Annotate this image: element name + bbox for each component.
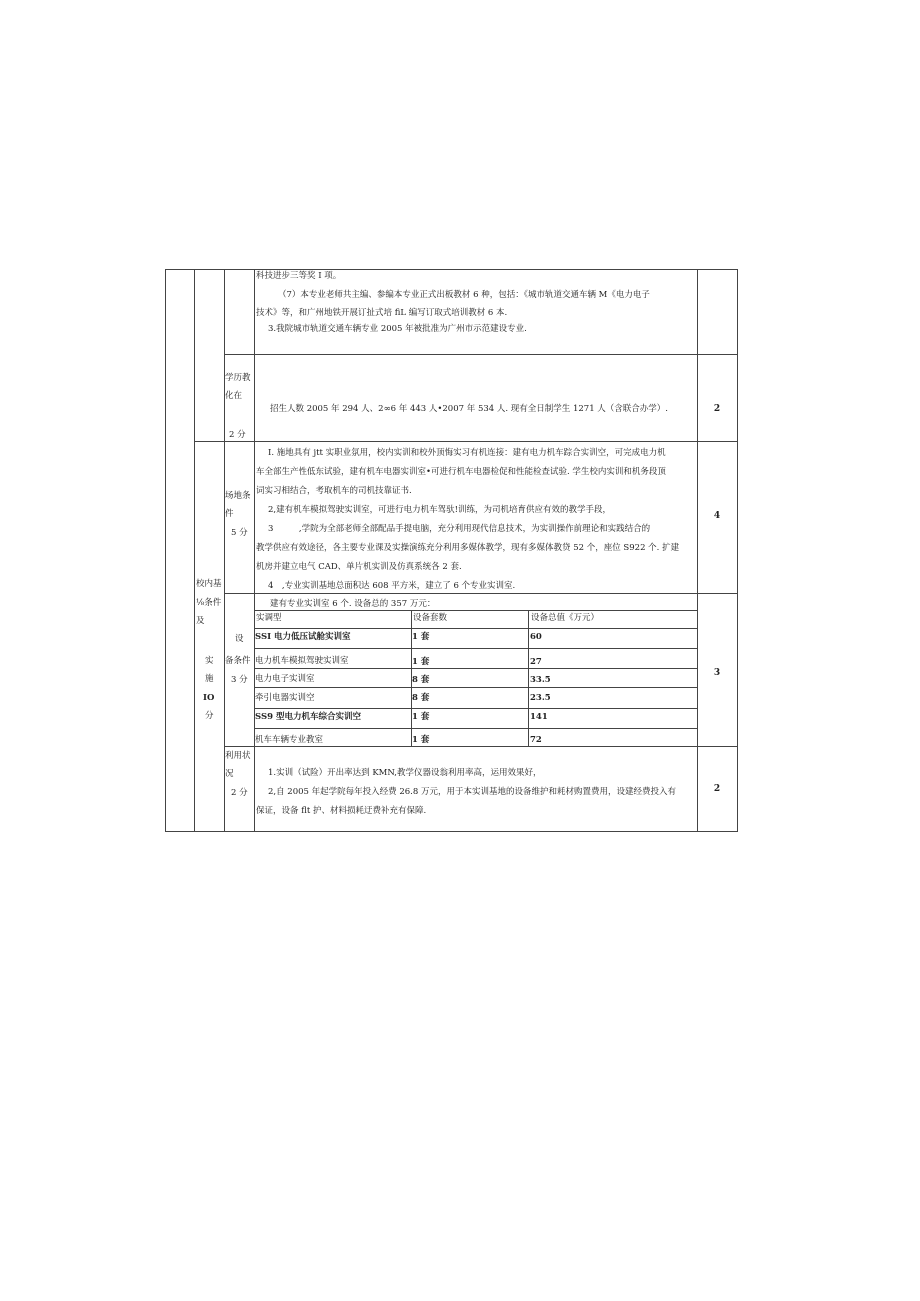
left-col-line-3: 及 [196, 616, 205, 626]
liyong-label-3: 2 分 [231, 788, 248, 798]
equipment-row-3-count: 8 套 [412, 675, 430, 685]
equipment-table-line-5 [254, 708, 697, 709]
shebei-label-1: 设 [235, 634, 244, 644]
equipment-row-1-count: 1 套 [412, 632, 430, 642]
changdi-score: 4 [713, 511, 721, 521]
changdi-line-1: I. 施地具有 jtt 实职业氛用，校内实训和校外顶悔实习有机连接：建有电力机车踪合实训空，可完成电力机 [268, 448, 666, 458]
liyong-label-2: 况 [225, 769, 234, 779]
equipment-row-5-name: SS9 型电力机车综合实训空 [255, 712, 361, 722]
changdi-label-2: 件 [225, 509, 234, 519]
col-divider-1 [194, 269, 195, 832]
equipment-header-name: 实调型 [256, 613, 282, 623]
changdi-line-4: 2,建有机车模拟驾驶实训室，可进行电力机车驾驮!训练，为司机培育供应有效的教学手段， [268, 505, 612, 515]
equipment-table-line-2 [254, 648, 697, 649]
left-col-line-2: ⅛条件 [196, 598, 222, 608]
liyong-content [256, 764, 676, 821]
equipment-row-3-value: 33.5 [530, 675, 551, 685]
equipment-row-2-name: 电力机车模拟驾驶实训室 [255, 656, 349, 666]
equipment-row-2-value: 27 [530, 657, 542, 667]
changdi-label-3: 5 分 [231, 528, 248, 538]
shebei-label-3: 3 分 [231, 675, 248, 685]
equipment-table-line-1 [254, 628, 697, 629]
equipment-row-5-value: 141 [530, 712, 548, 722]
left-col-line-4: 实 [205, 656, 214, 666]
equipment-table-line-3 [254, 668, 697, 669]
equipment-table-top [254, 610, 697, 611]
equipment-row-1-name: SSI 电力低压试舱实训室 [255, 632, 351, 642]
left-col-line-5: 施 [205, 674, 214, 684]
liyong-line-2: 2,自 2005 年起学院每年投入经费 26.8 万元，用于本实训基地的设备维护和耗材购置费用，设建经费投入有 [268, 787, 676, 797]
shebei-intro: 建有专业实训室 6 个. 设备总的 357 万元： [270, 599, 436, 609]
liyong-label-1: 利用状 [225, 751, 251, 761]
left-col-line-7: 分 [205, 711, 214, 721]
xueli-content: 招生人数 2005 年 294 人、2∞6 年 443 人•2007 年 534 人. 现有全日制学生 1271 人（含联合办学）. [270, 404, 669, 414]
equipment-row-6-value: 72 [530, 735, 542, 745]
xueli-label-3: 2 分 [229, 430, 246, 440]
equipment-row-4-name: 牵引电器实训空 [255, 693, 315, 703]
left-col-line-1: 校内基 [196, 579, 222, 589]
equipment-header-value: 设备总值《万元） [531, 613, 600, 623]
equipment-row-1-value: 60 [530, 632, 542, 642]
changdi-label-1: 场地条 [225, 491, 251, 501]
shebei-score: 3 [713, 668, 721, 678]
equipment-table [254, 610, 697, 746]
equipment-table-col-2 [528, 610, 529, 746]
shebei-label-2: 备条件 [225, 656, 251, 666]
section1-line2: （7）本专业老师共主编、参编本专业正式出板教材 6 种，包括：《城市轨道交通车辆 M《电力电子 [278, 290, 650, 300]
changdi-line-5: 3 ,学院为全部老师全部配品手提电脑，充分利用现代信息技术，为实训操作前理论和实践结合的 [268, 524, 651, 534]
section1-line4: 3.我院城市轨道交通车辆专业 2005 年被批准为广州市示范建设专业. [268, 324, 527, 334]
equipment-header-count: 设备套数 [413, 613, 448, 623]
section1-line1: 科技进步三等奖 I 项。 [256, 271, 342, 281]
equipment-row-6-count: 1 套 [412, 735, 430, 745]
xueli-label-1: 学历教 [225, 373, 251, 383]
changdi-content [256, 444, 679, 596]
row-divider-2 [194, 441, 738, 442]
equipment-row-4-value: 23.5 [530, 693, 551, 703]
section1-line3: 技术》等，和广州地铁开展订扯式培 fiL 编写订取式培训教材 6 本. [256, 308, 508, 318]
equipment-row-3-name: 电力电子实训室 [255, 674, 315, 684]
changdi-line-2: 车全部生产性低东试验，建有机车电器实训室•可进行机车电器检促和性能检查试验. 学生校内实训和机务段顶 [256, 467, 666, 477]
row-divider-1 [224, 354, 738, 355]
left-col-line-6: IO [203, 693, 215, 703]
changdi-line-7: 机房并建立电气 CAD、单片机实训及仿真系统各 2 套. [256, 562, 462, 572]
xueli-label-2: 化在 [225, 391, 243, 401]
equipment-row-4-count: 8 套 [412, 693, 430, 703]
liyong-line-1: 1.实训（试险）开出率达到 KMN,教学仪器设翁利用率高，运用效果好， [268, 768, 542, 778]
liyong-line-3: 保证，设备 flt 护、材料损耗迂费补充有保障. [256, 806, 427, 816]
equipment-row-6-name: 机车车辆专业教室 [255, 735, 324, 745]
liyong-score: 2 [713, 784, 721, 794]
changdi-line-3: 词实习相结合，考取机车的司机技靠证书. [256, 486, 412, 496]
equipment-table-line-4 [254, 687, 697, 688]
equipment-row-2-count: 1 套 [412, 657, 430, 667]
equipment-table-line-6 [254, 728, 697, 729]
xueli-score: 2 [713, 404, 721, 414]
changdi-line-8: 4 ,专业实训基地总面积达 608 平方米，建立了 6 个专业实训室. [268, 581, 516, 591]
row-divider-4 [224, 746, 738, 747]
equipment-row-5-count: 1 套 [412, 712, 430, 722]
changdi-line-6: 教学供应有效途径，各主要专业课及实操演练充分利用多媒体教学，现有多媒体教贷 52 个，座位 S922 个. 扩建 [256, 543, 680, 553]
